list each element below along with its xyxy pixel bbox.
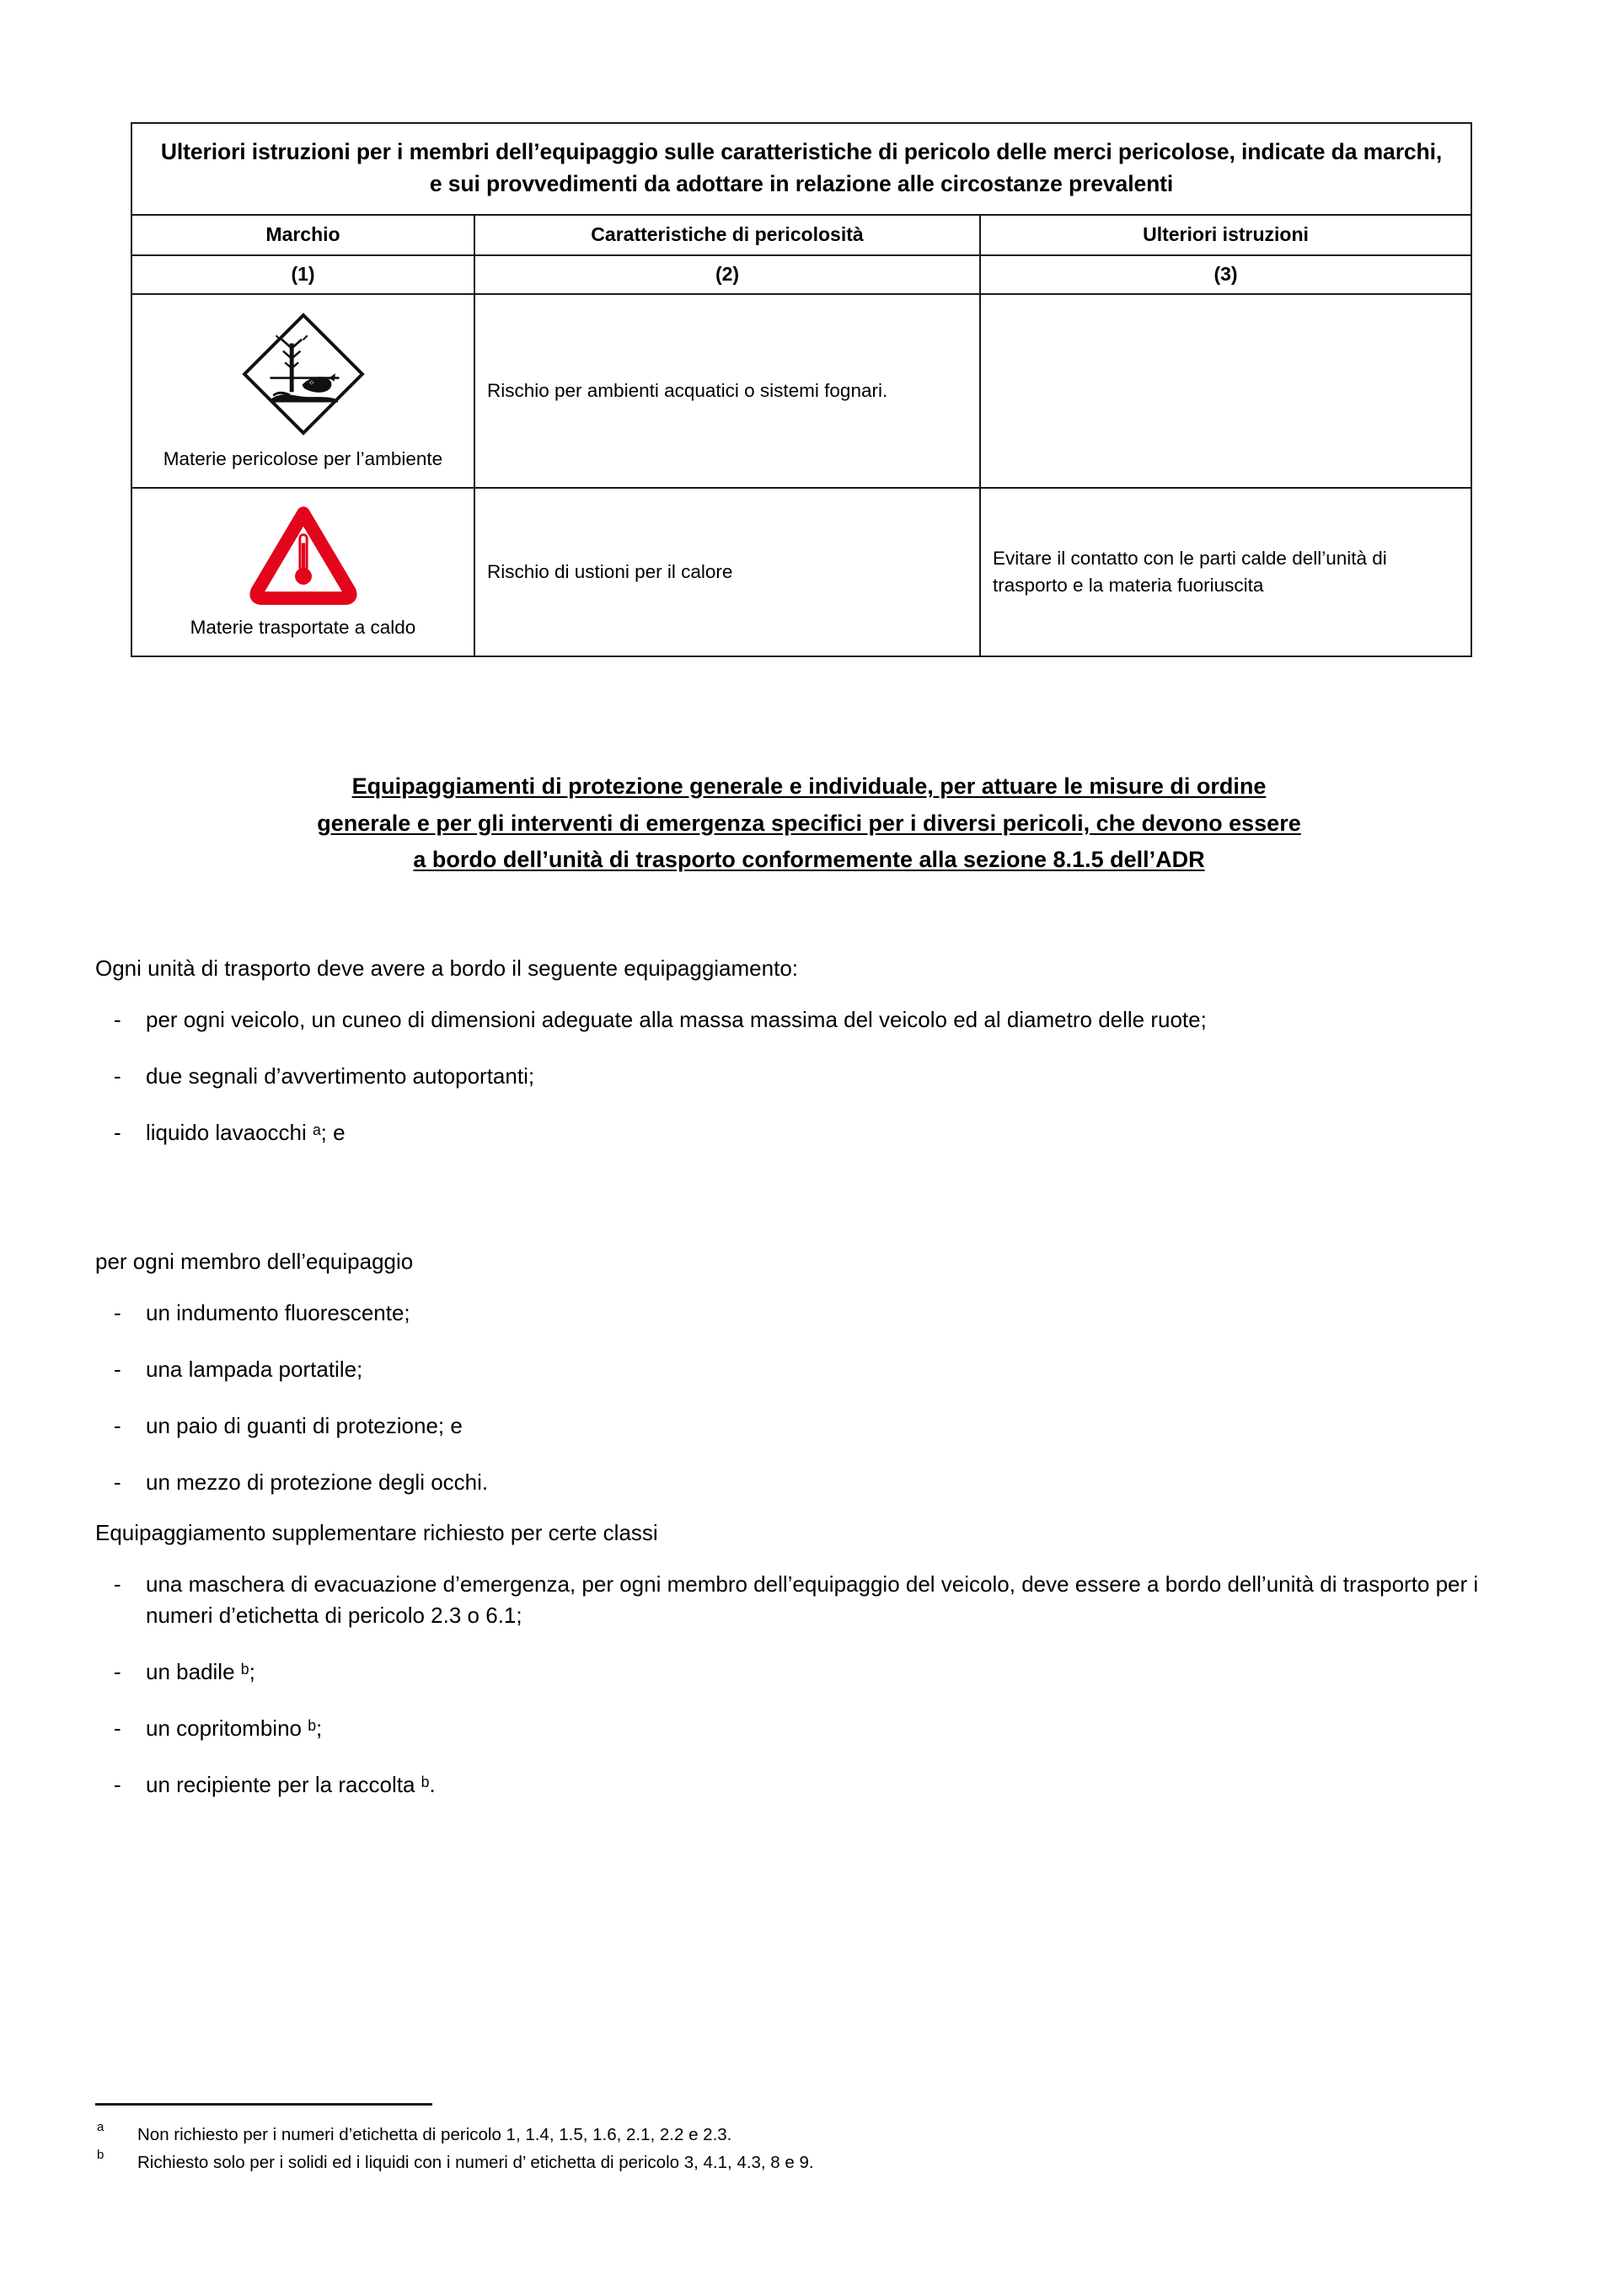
environmentally-hazardous-substance-mark-icon	[239, 310, 367, 438]
hazard-marks-table	[131, 122, 1472, 657]
section-heading	[126, 768, 1492, 879]
section-heading-line-3: a bordo dell’unità di trasporto conformemente alla sezione 8.1.5 dell’ADR	[413, 847, 1205, 873]
table-row	[131, 488, 1471, 656]
list-item-text: un copritombino ᵇ;	[146, 1715, 323, 1741]
intro-paragraph-1: Ogni unità di trasporto deve avere a bordo il seguente equipaggiamento:	[95, 955, 799, 981]
list-item-text: un badile ᵇ;	[146, 1658, 255, 1684]
list-item	[95, 1656, 1490, 1688]
footnote-separator-rule	[95, 2103, 432, 2106]
list-item-text: una lampada portatile;	[146, 1356, 363, 1382]
footnotes	[95, 2122, 1528, 2177]
footnote-text: Non richiesto per i numeri d’etichetta di pericolo 1, 1.4, 1.5, 1.6, 2.1, 2.2 e 2.3.	[137, 2125, 732, 2144]
section-heading-line-1: Equipaggiamenti di protezione generale e individuale, per attuare le misure di ordine	[351, 773, 1267, 799]
table-row	[131, 294, 1471, 488]
list-item	[95, 1117, 1490, 1148]
list-item	[95, 1354, 1490, 1385]
list-item	[95, 1713, 1490, 1744]
column-number-2: (2)	[474, 255, 980, 294]
mark-caption: Materie pericolose per l’ambiente	[163, 447, 443, 469]
instructions-text	[980, 294, 1471, 488]
list-item-text: un indumento fluorescente;	[146, 1300, 410, 1325]
elevated-temperature-substance-mark-icon	[246, 504, 361, 607]
intro-paragraph-3: Equipaggiamento supplementare richiesto per certe classi	[95, 1520, 658, 1545]
list-item-text: un paio di guanti di protezione; e	[146, 1412, 463, 1438]
list-item	[95, 1467, 1490, 1498]
mark-cell-hot-substance	[131, 488, 474, 656]
list-item-text: una maschera di evacuazione d’emergenza, per ogni membro dell’equipaggio del veicolo, deve essere a bordo dell’unità di trasporto per i numeri d’etichetta di pericolo 2.3 o 6.1;	[146, 1571, 1479, 1628]
column-number-1: (1)	[131, 255, 474, 294]
table-title: Ulteriori istruzioni per i membri dell’equipaggio sulle caratteristiche di pericolo delle merci pericolose, indicate da marchi, e sui provvedimenti da adottare in relazione alle circostanze prevalenti	[131, 123, 1471, 215]
list-item-text: liquido lavaocchi ᵃ; e	[146, 1119, 346, 1145]
column-number-3: (3)	[980, 255, 1471, 294]
hazard-text: Rischio di ustioni per il calore	[474, 488, 980, 656]
list-item-text: due segnali d’avvertimento autoportanti;	[146, 1062, 535, 1089]
section-heading-line-2: generale e per gli interventi di emergenza specifici per i diversi pericoli, che devono essere	[317, 810, 1301, 836]
list-item	[95, 1769, 1490, 1801]
mark-caption: Materie trasportate a caldo	[190, 616, 416, 638]
list-item	[95, 1004, 1490, 1036]
footnote-marker: a	[97, 2120, 104, 2134]
list-item	[95, 1569, 1490, 1631]
table-title-row	[131, 123, 1471, 215]
instructions-text: Evitare il contatto con le parti calde dell’unità di trasporto e la materia fuoriuscita	[980, 488, 1471, 656]
table-header-row	[131, 215, 1471, 255]
list-item-text: per ogni veicolo, un cuneo di dimensioni adeguate alla massa massima del veicolo ed al diametro delle ruote;	[146, 1007, 1207, 1032]
column-header-marchio: Marchio	[131, 215, 474, 255]
footnote-b	[95, 2149, 1528, 2176]
intro-paragraph-2: per ogni membro dell’equipaggio	[95, 1249, 414, 1274]
equipment-list-vehicle	[95, 1004, 1490, 1174]
equipment-list-additional	[95, 1569, 1490, 1826]
list-item	[95, 1061, 1490, 1092]
mark-cell-environment	[131, 294, 474, 488]
list-item-text: un mezzo di protezione degli occhi.	[146, 1469, 489, 1495]
column-header-caratteristiche: Caratteristiche di pericolosità	[474, 215, 980, 255]
column-header-ulteriori-istruzioni: Ulteriori istruzioni	[980, 215, 1471, 255]
footnote-marker: b	[97, 2148, 104, 2163]
list-item-text: un recipiente per la raccolta ᵇ.	[146, 1771, 436, 1797]
footnote-a	[95, 2122, 1528, 2148]
hazard-text: Rischio per ambienti acquatici o sistemi fognari.	[474, 294, 980, 488]
equipment-list-crew	[95, 1298, 1490, 1523]
table-number-row	[131, 255, 1471, 294]
list-item	[95, 1298, 1490, 1329]
list-item	[95, 1410, 1490, 1442]
footnote-text: Richiesto solo per i solidi ed i liquidi con i numeri d’ etichetta di pericolo 3, 4.1, 4.3, 8 e 9.	[137, 2153, 814, 2173]
